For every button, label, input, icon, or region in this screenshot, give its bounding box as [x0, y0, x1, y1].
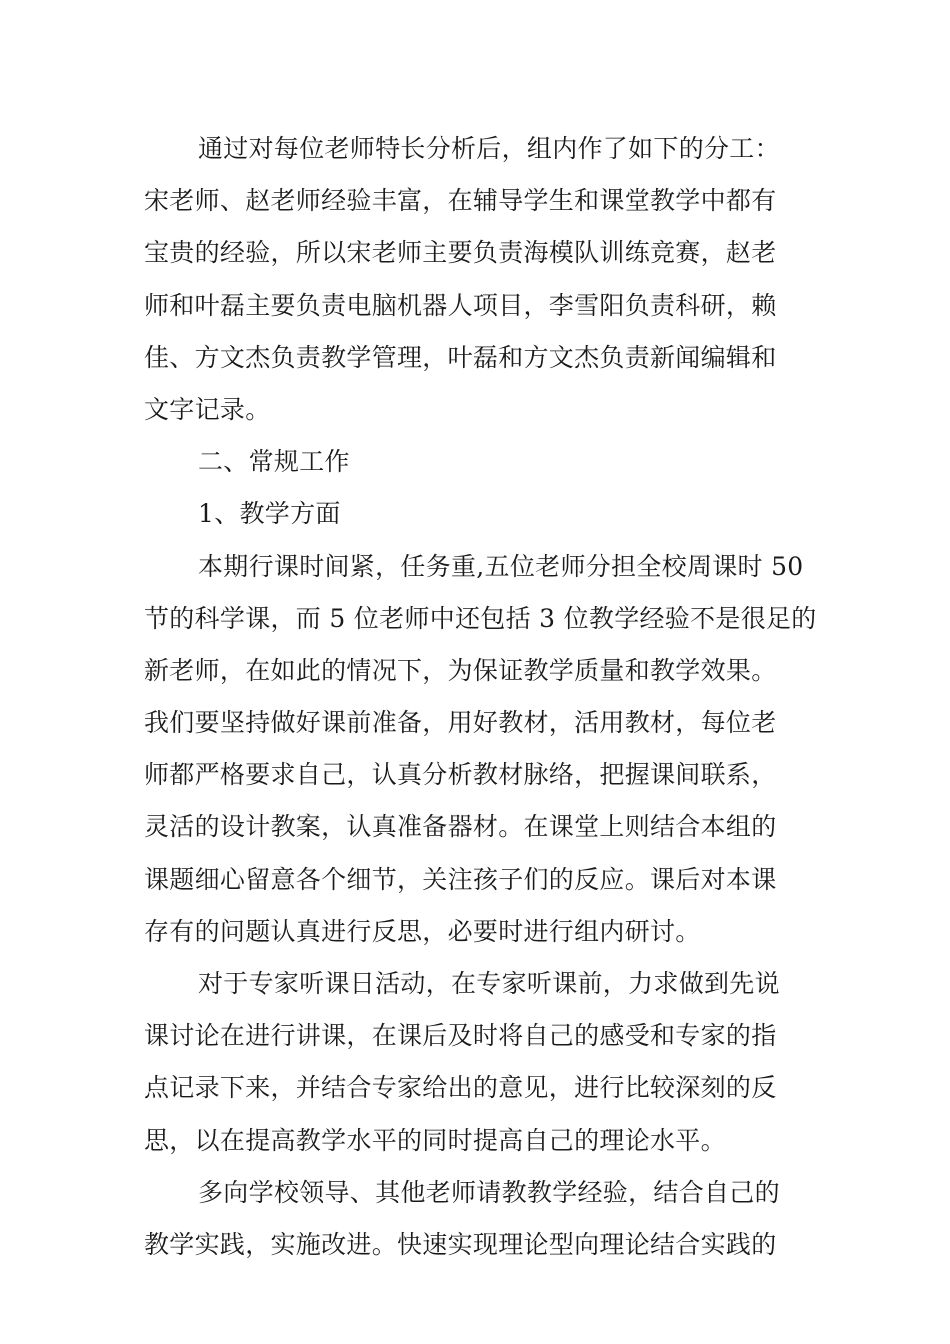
text-line: 节的科学课，而 5 位老师中还包括 3 位教学经验不是很足的	[144, 603, 817, 633]
body-text	[144, 123, 817, 1271]
text-line: 我们要坚持做好课前准备，用好教材，活用教材，每位老	[144, 708, 777, 738]
text-line: 宋老师、赵老师经验丰富，在辅导学生和课堂教学中都有	[144, 186, 777, 216]
section-heading: 二、常规工作	[198, 447, 350, 477]
text-line: 对于专家听课日活动，在专家听课前，力求做到先说	[198, 969, 780, 998]
text-line: 教学实践，实施改进。快速实现理论型向理论结合实践的	[144, 1229, 777, 1259]
text-line: 新老师，在如此的情况下，为保证教学质量和教学效果。	[144, 655, 777, 685]
text-line: 课讨论在进行讲课，在课后及时将自己的感受和专家的指	[144, 1021, 777, 1051]
text-line: 师都严格要求自己，认真分析教材脉络，把握课间联系，	[144, 760, 777, 790]
text-line: 存有的问题认真进行反思，必要时进行组内研讨。	[144, 916, 701, 946]
text-line: 本期行课时间紧，任务重,五位老师分担全校周课时 50	[198, 551, 804, 581]
text-line: 点记录下来，并结合专家给出的意见，进行比较深刻的反	[144, 1073, 777, 1103]
text-line: 课题细心留意各个细节，关注孩子们的反应。课后对本课	[144, 864, 777, 894]
text-line: 多向学校领导、其他老师请教教学经验，结合自己的	[198, 1177, 780, 1207]
text-line: 师和叶磊主要负责电脑机器人项目，李雪阳负责科研，赖	[144, 290, 777, 320]
text-line: 文字记录。	[144, 394, 271, 424]
text-line: 思，以在提高教学水平的同时提高自己的理论水平。	[144, 1125, 726, 1155]
text-line: 灵活的设计教案，认真准备器材。在课堂上则结合本组的	[144, 812, 777, 842]
text-line: 通过对每位老师特长分析后，组内作了如下的分工：	[198, 134, 780, 163]
subsection-heading: 1、教学方面	[198, 499, 341, 529]
text-line: 宝贵的经验，所以宋老师主要负责海模队训练竞赛，赵老	[144, 238, 777, 268]
text-line: 佳、方文杰负责教学管理，叶磊和方文杰负责新闻编辑和	[144, 342, 777, 372]
